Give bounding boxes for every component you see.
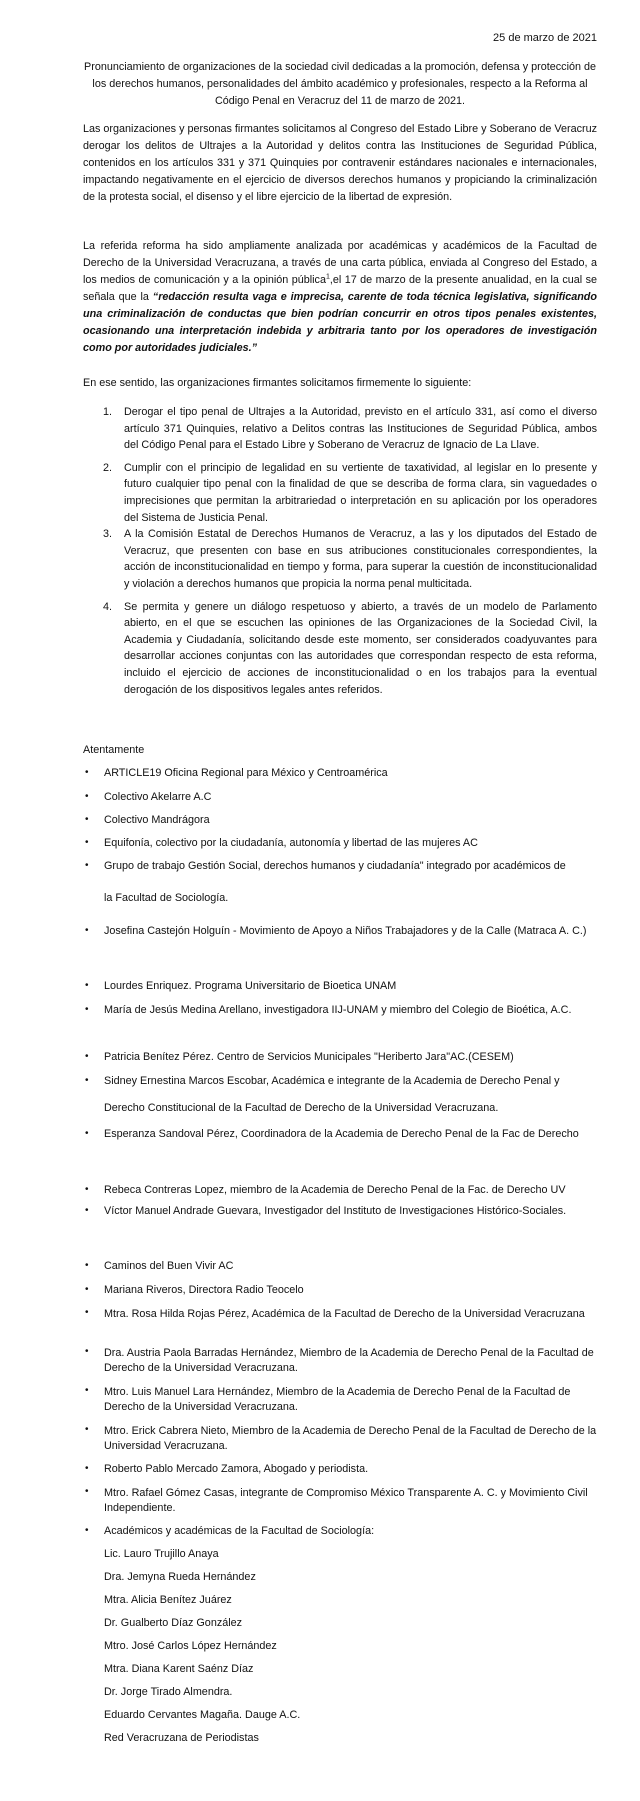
bullet-icon: • (85, 1284, 89, 1295)
signatory-item (83, 997, 603, 1024)
signatory-item (83, 1346, 603, 1376)
bullet-icon: • (85, 1128, 89, 1139)
signatory-text: Colectivo Akelarre A.C (104, 791, 212, 803)
bullet-icon: • (85, 860, 89, 871)
request-item (103, 404, 597, 454)
bullet-icon: • (85, 1307, 89, 1318)
signatory-item (83, 1424, 603, 1454)
signatory-item (83, 814, 603, 826)
sociology-member: Eduardo Cervantes Magaña. Dauge A.C. (104, 1709, 301, 1721)
sociology-member: Mtra. Alicia Benítez Juárez (104, 1594, 232, 1606)
signatory-text: Colectivo Mandrágora (104, 814, 210, 826)
signatory-text: Dra. Austria Paola Barradas Hernández, Miembro de la Academia de Derecho Penal de la Facultad de Derecho de la Universidad Veracruzana. (104, 1347, 594, 1374)
signatory-text: Caminos del Buen Vivir AC (104, 1260, 234, 1272)
paragraph-analysis (83, 238, 597, 357)
signatory-item (83, 980, 603, 992)
signatory-text: Mtro. Erick Cabrera Nieto, Miembro de la Academia de Derecho Penal de la Facultad de Derecho de la Universidad Veracruzana. (104, 1425, 597, 1452)
signatory-item (83, 1184, 603, 1196)
signatory-item (83, 1068, 603, 1122)
signatory-item (83, 1385, 603, 1415)
signatory-text: Mtro. Luis Manuel Lara Hernández, Miembro de la Academia de Derecho Penal de la Facultad de Derecho de la Universidad Veracruzana. (104, 1386, 571, 1413)
signatory-text: Mtro. Rafael Gómez Casas, integrante de Compromiso México Transparente A. C. y Movimiento Civil Independiente. (104, 1487, 588, 1514)
signatory-text: Roberto Pablo Mercado Zamora, Abogado y periodista. (104, 1463, 369, 1475)
request-item (103, 599, 597, 699)
signatory-item (83, 1463, 603, 1475)
footnote-marker[interactable]: 1 (325, 273, 330, 281)
request-number: 1. (103, 406, 113, 418)
sociology-member: Mtro. José Carlos López Hernández (104, 1640, 277, 1652)
request-number: 3. (103, 528, 113, 541)
sociology-member: Red Veracruzana de Periodistas (104, 1732, 259, 1744)
signatory-item (83, 860, 603, 904)
signatory-item (83, 918, 603, 945)
signatory-item (83, 767, 603, 779)
bullet-icon: • (85, 1051, 89, 1062)
signatory-item (83, 1121, 603, 1148)
signatory-text: Lourdes Enriquez. Programa Universitario de Bioetica UNAM (104, 980, 397, 992)
request-item (103, 526, 597, 592)
bullet-icon: • (85, 1424, 89, 1435)
analysis-text-cont: ,el 17 de marzo de la presente anualidad, en la cual se señala que la (83, 274, 597, 303)
request-item (103, 460, 597, 526)
bullet-icon: • (85, 791, 89, 802)
signatory-item (83, 837, 603, 849)
request-text: A la Comisión Estatal de Derechos Humanos de Veracruz, a las y los diputados del Estado de Veracruz, que presenten con base en sus atribuciones constitucionales correspondientes, la acción de inconstitucionalidad en tiempo y forma, para superar la cuestión de inconstitucionalidad y violación a derechos humanos que propicia la norma penal multicitada. (124, 528, 597, 590)
request-text: Derogar el tipo penal de Ultrajes a la Autoridad, previsto en el artículo 331, así como el diverso artículo 371 Quinquies, relativo a Delitos contras las Instituciones de Seguridad Pública, ambos del Código Penal para el Estado Libre y Soberano de Veracruz de Ignacio de La Llave. (124, 406, 597, 452)
signatory-item (83, 1284, 603, 1296)
requests-list (103, 404, 597, 698)
request-number: 4. (103, 600, 113, 613)
bullet-icon: • (85, 1463, 89, 1474)
analysis-text: La referida reforma ha sido ampliamente analizada por académicas y académicos de la Facultad de Derecho de la Universidad Veracruzana, a través de una carta pública, enviada al Congreso del Estado, a los medios de comunicación y a la opinión pública (83, 240, 597, 286)
signatory-text: Josefina Castejón Holguín - Movimiento de Apoyo a Niños Trabajadores y de la Calle (Matraca A. C.) (104, 925, 587, 937)
signatory-text: Sidney Ernestina Marcos Escobar, Académica e integrante de la Academia de Derecho Penal y Derecho Constitucional de la Facultad de Derecho de la Universidad Veracruzana. (104, 1075, 560, 1114)
signatory-text: Mariana Riveros, Directora Radio Teocelo (104, 1284, 304, 1296)
signatory-item (83, 1307, 603, 1322)
bullet-icon: • (85, 1260, 89, 1271)
bullet-icon: • (85, 1184, 89, 1195)
paragraph-requests-intro: En ese sentido, las organizaciones firmantes solicitamos firmemente lo siguiente: (83, 377, 472, 389)
signatory-item (83, 1486, 603, 1516)
sociology-member: Dr. Jorge Tirado Almendra. (104, 1686, 233, 1698)
signatory-text: Académicos y académicas de la Facultad de Sociología: (104, 1525, 375, 1537)
analysis-quote: “redacción resulta vaga e imprecisa, carente de toda técnica legislativa, significando una criminalización de conductas que bien podrían concurrir en otros tipos penales existentes, ocasionando una interpretación indebida y arbitraria tanto por los operadores de investigación como por autoridades judiciales.” (83, 291, 597, 354)
signatory-text: Mtra. Rosa Hilda Rojas Pérez, Académica de la Facultad de Derecho de la Universidad Veracruzana (104, 1308, 585, 1320)
bullet-icon: • (85, 1525, 89, 1536)
request-text: Se permita y genere un diálogo respetuoso y abierto, a través de un modelo de Parlamento abierto, en el que se escuchen las opiniones de las Organizaciones de la Sociedad Civil, la Academia y Ciudadanía, solicitando desde este momento, ser considerados coadyuvantes para desarrollar acciones conjuntas con las autoridades que correspondan respecto de esta reforma, incluido el ejercicio de acciones de inconstitucionalidad o en los trabajos para la eventual derogación de los dispositivos legales antes referidos. (124, 600, 597, 696)
bullet-icon: • (85, 1385, 89, 1396)
document-heading: Pronunciamiento de organizaciones de la sociedad civil dedicadas a la promoción, defensa y protección de los derechos humanos, personalidades del ámbito académico y profesionales, respecto a la Reforma al Código Penal en Veracruz del 11 de marzo de 2021. (84, 61, 596, 107)
bullet-icon: • (85, 837, 89, 848)
sociology-member: Dr. Gualberto Díaz González (104, 1617, 243, 1629)
sociology-member: Dra. Jemyna Rueda Hernández (104, 1571, 256, 1583)
signatory-text: Equifonía, colectivo por la ciudadanía, autonomía y libertad de las mujeres AC (104, 837, 478, 849)
bullet-icon: • (85, 814, 89, 825)
signatory-text-continuation: la Facultad de Sociología. (104, 892, 229, 904)
signatory-text: Esperanza Sandoval Pérez, Coordinadora de la Academia de Derecho Penal de la Fac de Derecho (104, 1128, 579, 1140)
request-number: 2. (103, 461, 113, 474)
bullet-icon: • (85, 1004, 89, 1015)
signatory-item (83, 791, 603, 803)
request-text: Cumplir con el principio de legalidad en su vertiente de taxatividad, al legislar en lo presente y futuro cualquier tipo penal con la finalidad de que se describa de forma clara, sin vaguedades o imprecisiones que permitan la arbitrariedad o interpretación en su aplicación por los operadores del Sistema de Justicia Penal. (124, 461, 597, 524)
paragraph-intro: Las organizaciones y personas firmantes solicitamos al Congreso del Estado Libre y Soberano de Veracruz derogar los delitos de Ultrajes a la Autoridad y delitos contra las Instituciones de Seguridad Pública, contenidos en los artículos 331 y 371 Quinquies por contravenir estándares nacionales e internacionales, impactando negativamente en el ejercicio de diversos derechos humanos y propiciando la criminalización de la protesta social, el disenso y el libre ejercicio de la libertad de expresión. (83, 123, 597, 203)
bullet-icon: • (85, 767, 89, 778)
document-date: 25 de marzo de 2021 (493, 32, 597, 44)
signatory-text: María de Jesús Medina Arellano, investigadora IIJ-UNAM y miembro del Colegio de Bioética, A.C. (104, 1004, 572, 1016)
bullet-icon: • (85, 980, 89, 991)
bullet-icon: • (85, 1346, 89, 1357)
bullet-icon: • (85, 925, 89, 936)
signatory-text: Patricia Benítez Pérez. Centro de Servicios Municipales "Heriberto Jara"AC.(CESEM) (104, 1051, 514, 1063)
sociology-member: Lic. Lauro Trujillo Anaya (104, 1548, 219, 1560)
signatory-item (83, 1198, 603, 1225)
signatory-text: Grupo de trabajo Gestión Social, derechos humanos y ciudadanía" integrado por académicos de (104, 860, 566, 872)
sociology-member: Mtra. Diana Karent Saénz Díaz (104, 1663, 254, 1675)
signatory-item (83, 1051, 603, 1063)
bullet-icon: • (85, 1075, 89, 1086)
signatory-text: Rebeca Contreras Lopez, miembro de la Academia de Derecho Penal de la Fac. de Derecho UV (104, 1184, 566, 1196)
closing-salutation: Atentamente (83, 744, 145, 756)
signatory-text: Víctor Manuel Andrade Guevara, Investigador del Instituto de Investigaciones Histórico-Sociales. (104, 1205, 567, 1217)
signatory-item (83, 1260, 603, 1272)
signatory-item (83, 1525, 603, 1537)
bullet-icon: • (85, 1205, 89, 1216)
bullet-icon: • (85, 1486, 89, 1497)
signatory-text: ARTICLE19 Oficina Regional para México y Centroamérica (104, 767, 388, 779)
